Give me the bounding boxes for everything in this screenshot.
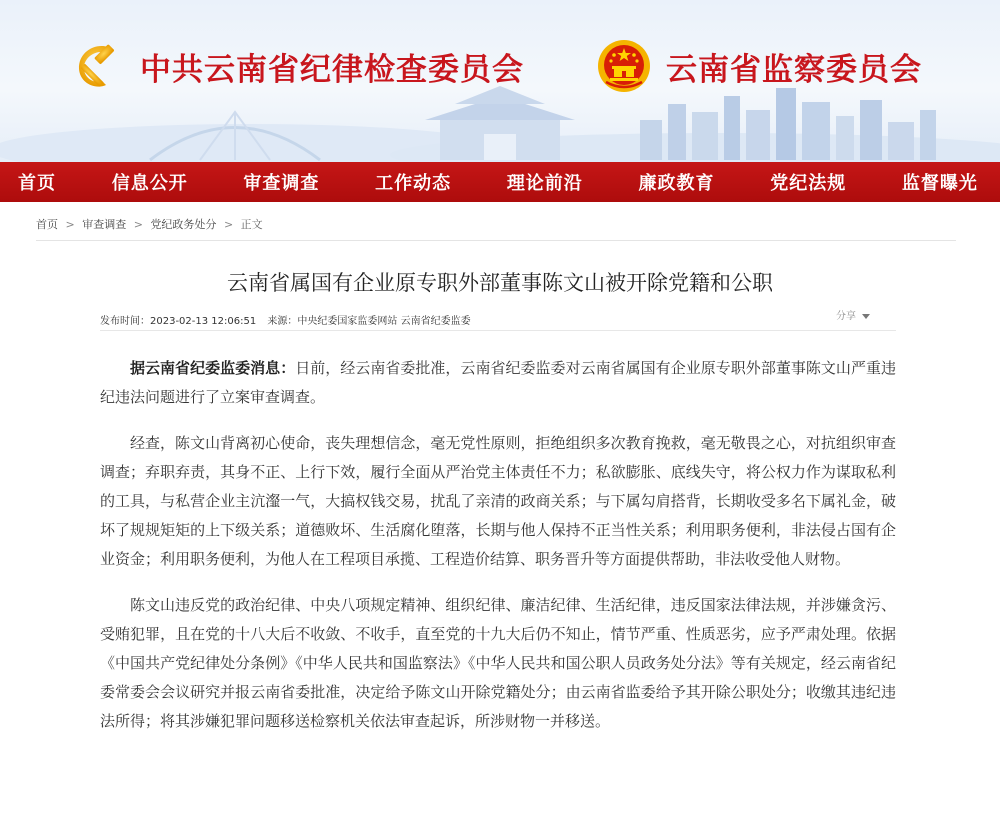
national-emblem-icon bbox=[596, 38, 652, 94]
breadcrumb-discipline-sanctions[interactable]: 党纪政务处分 bbox=[150, 218, 217, 231]
breadcrumb-divider bbox=[36, 240, 956, 241]
article-title: 云南省属国有企业原专职外部董事陈文山被开除党籍和公职 bbox=[227, 271, 773, 295]
supervision-commission-name: 云南省监察委员会 bbox=[666, 51, 922, 88]
article-paragraph: 陈文山违反党的政治纪律、中央八项规定精神、组织纪律、廉洁纪律、生活纪律，违反国家法律法规，并涉嫌贪污、受贿犯罪，且在党的十八大后不收敛、不收手，直至党的十九大后仍不知止，情节严重、性质恶劣，应予严肃处理。依据《中国共产党纪律处分条例》《中华人民共和国监察法》《中华人民共和国公职人员政务处分法》等有关规定，经云南省纪委常委会会议研究并报云南省委批准，决定给予陈文山开除党籍处分；由云南省监委给予其开除公职处分；收缴其违纪违法所得；将其涉嫌犯罪问题移送检察机关依法审查起诉，所涉财物一并移送。 bbox=[100, 596, 896, 730]
share-button[interactable] bbox=[836, 307, 870, 322]
nav-item-theory[interactable]: 理论前沿 bbox=[506, 173, 583, 194]
nav-item-work-news[interactable]: 工作动态 bbox=[375, 173, 452, 194]
paragraph-text: 日前，经云南省委批准，云南省纪委监委对云南省属国有企业原专职外部董事陈文山严重违纪违法问题进行了立案审查调查。 bbox=[100, 359, 896, 406]
nav-item-integrity-education[interactable]: 廉政教育 bbox=[638, 173, 715, 194]
cpc-commission-brand[interactable] bbox=[70, 38, 524, 94]
main-nav bbox=[0, 162, 1000, 202]
publish-time: 发布时间：2023-02-13 12:06:51 bbox=[100, 316, 257, 327]
meta-divider bbox=[100, 330, 896, 331]
breadcrumb-separator: > bbox=[65, 218, 75, 231]
breadcrumb-separator: > bbox=[223, 218, 234, 231]
article-paragraph bbox=[100, 354, 896, 412]
supervision-commission-brand[interactable] bbox=[596, 38, 922, 94]
breadcrumb-separator: > bbox=[133, 218, 143, 231]
cpc-commission-name: 中共云南省纪律检查委员会 bbox=[140, 51, 524, 88]
party-emblem-icon bbox=[70, 38, 126, 94]
lead-source: 据云南省纪委监委消息： bbox=[130, 359, 296, 377]
breadcrumb bbox=[36, 216, 263, 232]
article-meta bbox=[100, 312, 479, 327]
nav-item-party-regulations[interactable]: 党纪法规 bbox=[770, 173, 847, 194]
article-source: 来源：中央纪委国家监委网站 云南省纪委监委 bbox=[267, 316, 471, 327]
nav-item-info-disclosure[interactable]: 信息公开 bbox=[111, 173, 188, 194]
nav-item-investigation[interactable]: 审查调查 bbox=[243, 173, 320, 194]
breadcrumb-current: 正文 bbox=[240, 218, 263, 231]
nav-item-supervision-exposure[interactable]: 监督曝光 bbox=[901, 173, 978, 194]
breadcrumb-home[interactable]: 首页 bbox=[36, 218, 58, 231]
caret-down-icon bbox=[862, 314, 870, 319]
article-paragraph: 经查，陈文山背离初心使命，丧失理想信念，毫无党性原则，拒绝组织多次教育挽救，毫无敬畏之心，对抗组织审查调查；弃职弃责，其身不正、上行下效，履行全面从严治党主体责任不力；私欲膨胀、底线失守，将公权力作为谋取私利的工具，与私营企业主沆瀣一气，大搞权钱交易，扰乱了亲清的政商关系；与下属勾肩搭背，长期收受多名下属礼金，破坏了规规矩矩的上下级关系；道德败坏、生活腐化堕落，长期与他人保持不正当性关系；利用职务便利，非法侵占国有企业资金；利用职务便利，为他人在工程项目承揽、工程造价结算、职务晋升等方面提供帮助，非法收受他人财物。 bbox=[100, 434, 896, 568]
header-banner bbox=[0, 0, 1000, 162]
breadcrumb-investigation[interactable]: 审查调查 bbox=[82, 218, 127, 231]
nav-item-home[interactable]: 首页 bbox=[18, 173, 56, 194]
article-body bbox=[100, 354, 896, 753]
share-label: 分享 bbox=[836, 311, 856, 322]
